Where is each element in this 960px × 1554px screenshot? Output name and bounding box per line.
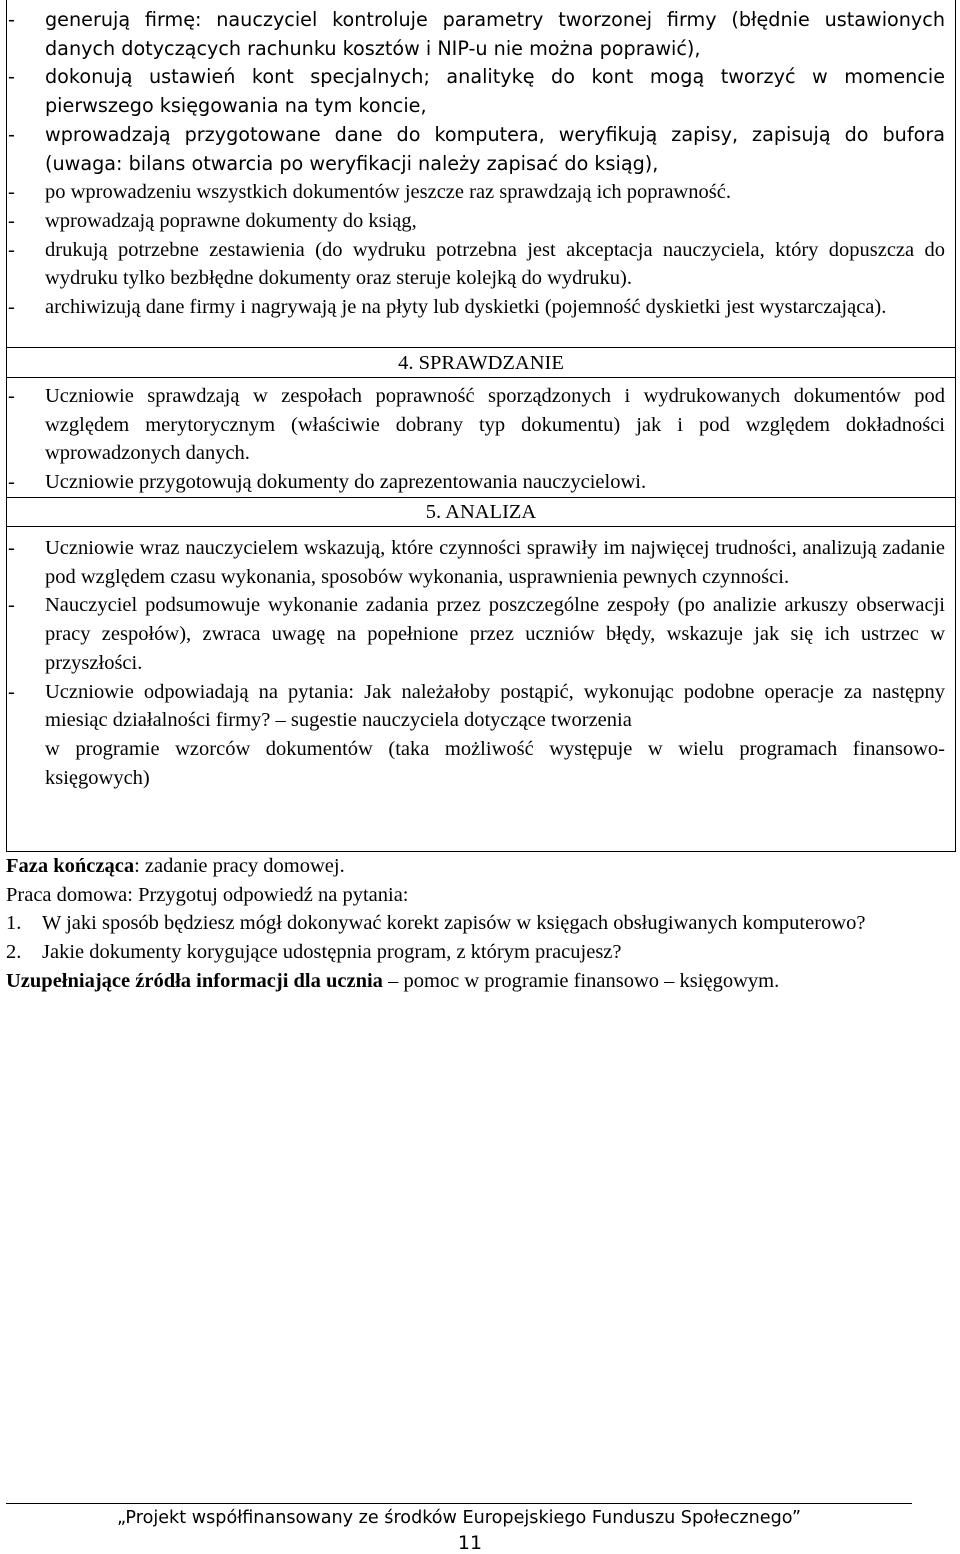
list-item-text: Uczniowie przygotowują dokumenty do zaprezentowania nauczycielowi. [45,470,647,493]
question-number: 1. [6,912,22,935]
list-item [8,207,945,236]
closing-phase-text: : zadanie pracy domowej. [134,855,345,877]
section5-list [8,534,945,792]
section4-list [8,382,945,496]
sources-line [6,967,951,996]
list-item-text: po wprowadzeniu wszystkich dokumentów jeszcze raz sprawdzają ich poprawność. [45,181,731,204]
steps-list [8,6,945,322]
list-item-text: Uczniowie sprawdzają w zespołach poprawność sporządzonych i wydrukowanych dokumentów pod względem merytorycznym (właściwie dobrany typ dokumentu) jak i pod względem dokładności wprowadzonych danych. [45,385,945,465]
question-text: Jakie dokumenty korygujące udostępnia program, z którym pracujesz? [42,941,622,964]
list-item-text-continued: w programie wzorców dokumentów (taka możliwość występuje w wielu programach finansowo-księgowych) [45,737,945,789]
closing-phase-label: Faza kończąca [6,855,135,877]
list-item [8,121,945,178]
homework-intro: Praca domowa: Przygotuj odpowiedź na pytania: [6,883,409,906]
list-item [8,382,945,468]
list-marker: - [8,537,15,559]
list-item [8,293,945,322]
footer-project-text: „Projekt współfinansowany ze środków Europejskiego Funduszu Społecznego” [116,1508,802,1528]
list-item-text: wprowadzają przygotowane dane do komputera, weryfikują zapisy, zapisują do bufora (uwaga: bilans otwarcia po weryfikacji należy zapisać do ksiąg), [45,122,945,175]
list-marker: - [8,470,15,493]
list-marker: - [8,594,15,617]
homework-question [6,938,951,967]
footer-divider [6,1503,912,1504]
page-number: 11 [457,1532,483,1554]
list-item [8,468,945,497]
list-item-text: generują firmę: nauczyciel kontroluje parametry tworzonej firmy (błędnie ustawionych danych dotyczących rachunku kosztów i NIP-u nie można poprawić), [45,8,945,60]
list-marker: - [8,238,15,261]
list-item [8,63,945,120]
list-item [8,236,945,293]
sources-text: – pomoc w programie finansowo – księgowym. [382,969,780,992]
list-marker: - [8,385,15,407]
list-marker: - [8,65,15,89]
list-item-text: wprowadzają poprawne dokumenty do ksiąg, [45,209,417,232]
list-marker: - [8,122,15,146]
sources-label: Uzupełniające źródła informacji dla ucznia [6,969,383,992]
list-item [8,6,945,63]
list-item [8,591,945,677]
list-marker: - [8,181,15,204]
list-item-text: Uczniowie odpowiadają na pytania: Jak należałoby postąpić, wykonując podobne operacje za następny miesiąc działalności firmy? – sugestie nauczyciela dotyczące tworzenia [45,680,945,732]
list-item [8,678,945,793]
question-text: W jaki sposób będziesz mógł dokonywać korekt zapisów w księgach obsługiwanych komputerowo? [42,912,866,935]
list-item-text: drukują potrzebne zestawienia (do wydruku potrzebna jest akceptacja nauczyciela, który dopuszcza do wydruku tylko bezbłędne dokumenty oraz steruje kolejką do wydruku). [45,238,945,290]
list-item [8,534,945,591]
list-item-text: Nauczyciel podsumowuje wykonanie zadania przez poszczególne zespoły (po analizie arkuszy obserwacji pracy zespołów), zwraca uwagę na popełnione przez uczniów błędy, wskazuje jak się ich ustrzec w przyszłości. [45,594,945,674]
section4-header-cell [6,348,956,378]
closing-phase-line [6,852,951,881]
list-marker: - [8,209,15,232]
list-marker: - [8,680,15,703]
question-number: 2. [6,941,22,964]
section5-heading: 5. ANALIZA [425,501,537,523]
closing-block [6,852,951,996]
list-item [8,178,945,207]
list-item-text: archiwizują dane firmy i nagrywają je na płyty lub dyskietki (pojemność dyskietki jest wystarczająca). [45,296,887,319]
section5-header-cell [6,497,956,527]
section4-heading: 4. SPRAWDZANIE [398,352,564,374]
list-item-text: Uczniowie wraz nauczycielem wskazują, które czynności sprawiły im najwięcej trudności, analizują zadanie pod względem czasu wykonania, sposobów wykonania, usprawnienia pewnych czynności. [45,537,945,588]
list-item-text: dokonują ustawień kont specjalnych; analitykę do kont mogą tworzyć w momencie pierwszego księgowania na tym koncie, [45,65,945,118]
list-marker: - [8,296,15,319]
homework-question [6,909,951,938]
list-marker: - [8,8,15,31]
